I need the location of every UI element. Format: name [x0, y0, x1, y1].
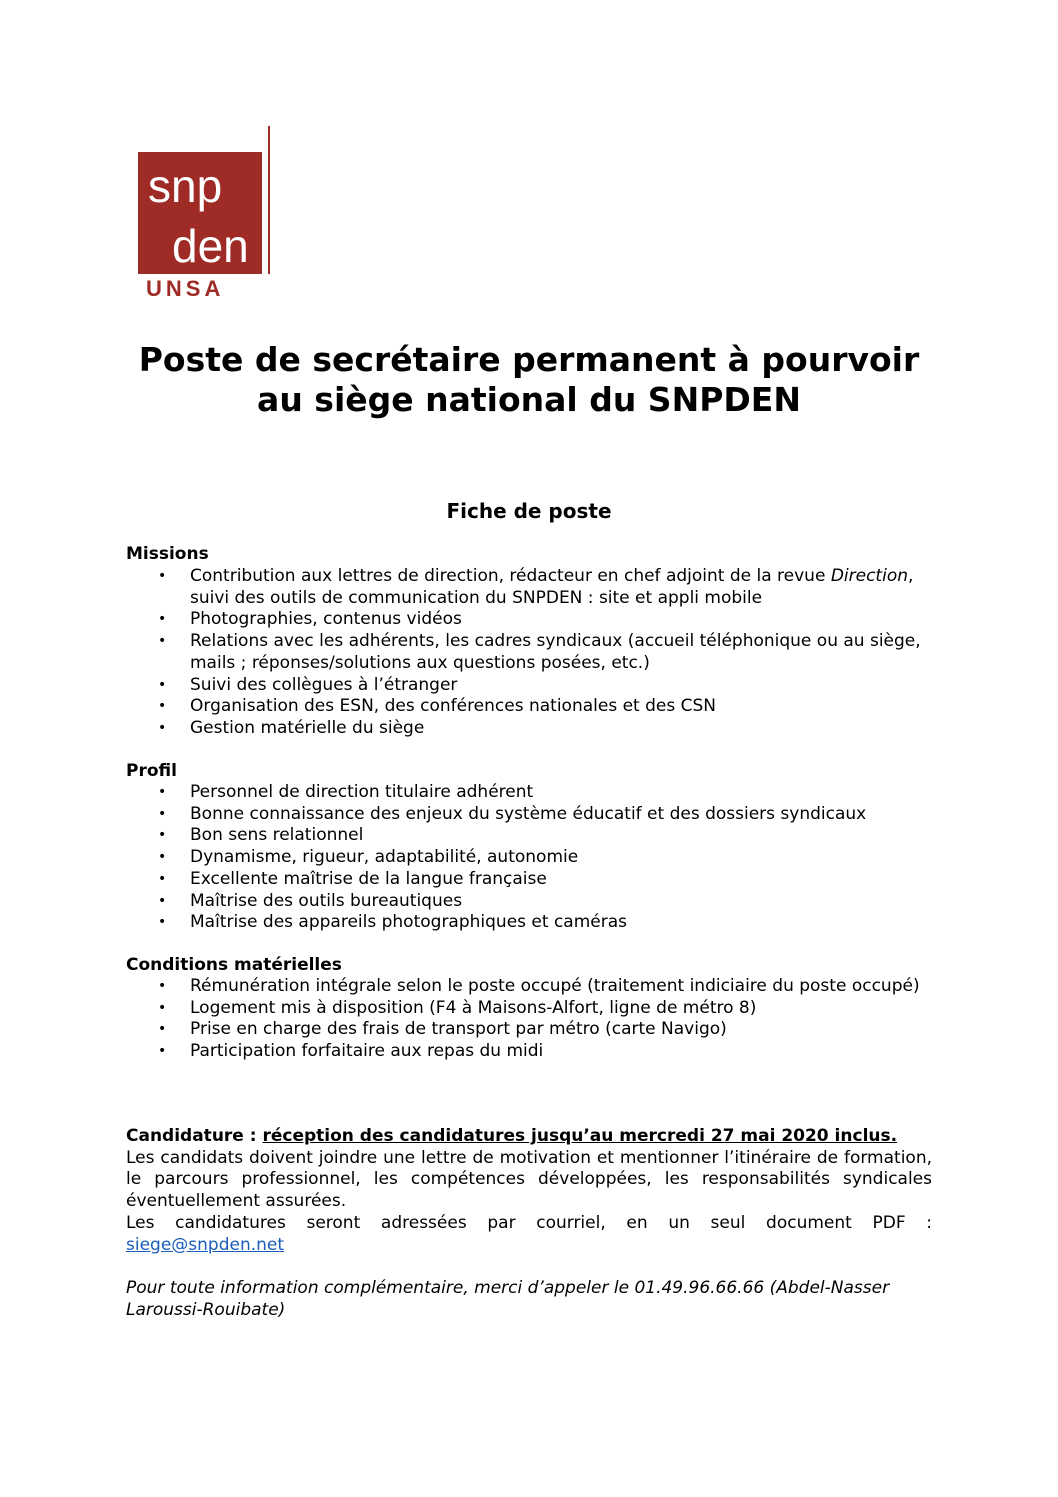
conditions-list — [126, 976, 946, 1063]
candidature-deadline: réception des candidatures jusqu’au mercredi 27 mai 2020 inclus. — [262, 1126, 898, 1146]
missions-list — [126, 566, 946, 740]
bullet-icon: • — [158, 719, 167, 736]
conditions-item-text: Logement mis à disposition (F4 à Maisons-Alfort, ligne de métro 8) — [190, 997, 757, 1018]
profil-item — [126, 912, 946, 934]
profil-list — [126, 782, 946, 934]
profil-item-text: Maîtrise des appareils photographiques et caméras — [190, 912, 627, 933]
missions-item — [126, 718, 946, 740]
logo-text-unsa: UNSA — [146, 276, 225, 301]
missions-item-text-pre: Contribution aux lettres de direction, rédacteur en chef adjoint de la revue — [190, 566, 831, 586]
candidature-line — [126, 1126, 932, 1148]
bullet-icon: • — [158, 1043, 167, 1060]
profil-item-text: Personnel de direction titulaire adhérent — [190, 782, 534, 802]
bullet-icon: • — [158, 892, 167, 909]
missions-item-text-pre: Relations avec les adhérents, les cadres syndicaux (accueil téléphonique ou au siège, mails ; réponses/solutions aux questions posées, etc.) — [190, 631, 921, 673]
missions-item-text-pre: Organisation des ESN, des conférences nationales et des CSN — [190, 696, 717, 717]
bullet-icon: • — [158, 827, 167, 844]
bullet-icon: • — [158, 870, 167, 887]
bullet-icon: • — [158, 676, 167, 693]
conditions-item — [126, 998, 946, 1020]
logo-graphic — [136, 124, 276, 302]
conditions-item — [126, 1019, 946, 1041]
profil-item — [126, 825, 946, 847]
logo-text-snp: snp — [148, 160, 223, 212]
profil-item-text: Dynamisme, rigueur, adaptabilité, autonomie — [190, 847, 579, 868]
missions-item-text-em: Direction — [830, 566, 909, 586]
contact-info: Pour toute information complémentaire, merci d’appeler le 01.49.96.66.66 (Abdel-Nasser Laroussi-Rouibate) — [126, 1278, 890, 1320]
candidature-paragraph-1: Les candidats doivent joindre une lettre de motivation et mentionner l’itinéraire de formation, le parcours professionnel, les compétences développées, les responsabilités syndicales éventuellement assurées. — [126, 1147, 932, 1212]
logo-text-den: den — [172, 220, 249, 272]
missions-item — [126, 631, 946, 674]
bullet-icon: • — [158, 978, 167, 994]
profil-item — [126, 891, 946, 913]
conditions-item — [126, 1041, 946, 1063]
conditions-item-text: Rémunération intégrale selon le poste occupé (traitement indiciaire du poste occupé) — [190, 976, 920, 996]
missions-item — [126, 609, 946, 631]
conditions-item-text: Participation forfaitaire aux repas du midi — [190, 1041, 544, 1062]
bullet-icon: • — [158, 999, 167, 1016]
snpden-unsa-logo — [136, 124, 276, 302]
candidature-paragraph-2: Les candidatures seront adressées par courriel, en un seul document PDF : — [126, 1212, 932, 1233]
bullet-icon: • — [158, 805, 167, 822]
conditions-heading: Conditions matérielles — [126, 955, 342, 975]
bullet-icon: • — [158, 633, 167, 650]
missions-heading: Missions — [126, 544, 209, 564]
profil-item — [126, 869, 946, 891]
profil-item — [126, 847, 946, 869]
bullet-icon: • — [158, 1021, 167, 1038]
missions-item-text-pre: Photographies, contenus vidéos — [190, 609, 462, 630]
document-subtitle: Fiche de poste — [446, 499, 612, 523]
profil-heading: Profil — [126, 761, 177, 781]
bullet-icon: • — [158, 611, 167, 628]
missions-item — [126, 696, 946, 718]
bullet-icon: • — [158, 698, 167, 715]
bullet-icon: • — [158, 849, 167, 866]
page-title-text: Poste de secrétaire permanent à pourvoir au siège national du SNPDEN — [138, 340, 920, 419]
page-title — [0, 340, 1058, 420]
profil-item-text: Excellente maîtrise de la langue française — [190, 868, 547, 889]
profil-item-text: Bon sens relationnel — [190, 825, 364, 846]
profil-item — [126, 804, 946, 826]
missions-item-text-pre: Gestion matérielle du siège — [190, 717, 425, 738]
candidature-label: Candidature : — [126, 1126, 263, 1146]
profil-item — [126, 782, 946, 804]
conditions-item — [126, 976, 946, 998]
bullet-icon: • — [158, 784, 167, 800]
missions-item — [126, 675, 946, 697]
missions-item — [126, 566, 946, 609]
candidature-block — [126, 1126, 932, 1256]
conditions-item-text: Prise en charge des frais de transport par métro (carte Navigo) — [190, 1019, 727, 1040]
bullet-icon: • — [158, 914, 167, 931]
profil-item-text: Bonne connaissance des enjeux du système éducatif et des dossiers syndicaux — [190, 803, 867, 824]
bullet-icon: • — [158, 568, 167, 584]
missions-item-text-pre: Suivi des collègues à l’étranger — [190, 674, 458, 695]
email-link[interactable]: siege@snpden.net — [126, 1234, 285, 1255]
missions-item-text-post: , suivi des outils de communication du SNPDEN : site et appli mobile — [190, 566, 914, 608]
candidature-email-line — [126, 1235, 932, 1257]
profil-item-text: Maîtrise des outils bureautiques — [190, 890, 463, 911]
